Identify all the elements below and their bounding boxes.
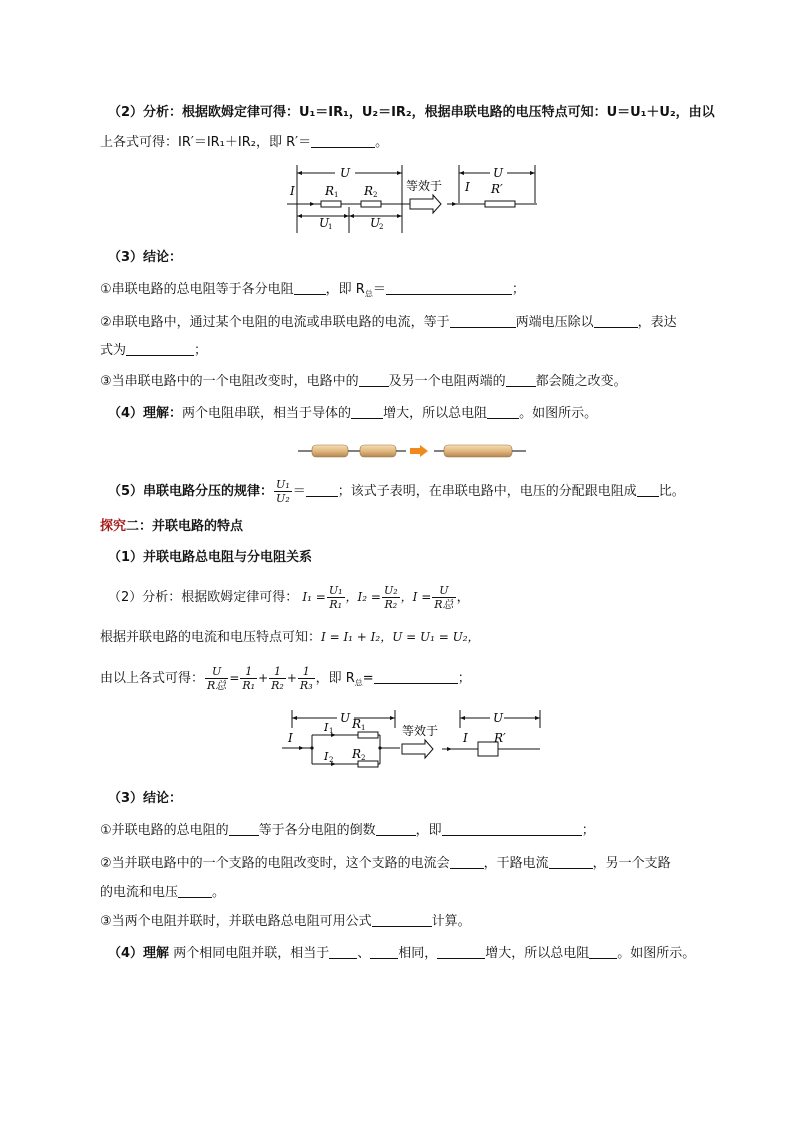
section-2-understanding: （4）理解 两个相同电阻并联，相当于 、 相同， 增大，所以总电阻 。如图所示。 xyxy=(108,946,696,961)
svg-text:2: 2 xyxy=(373,191,378,199)
blank[interactable] xyxy=(594,313,638,328)
blank[interactable] xyxy=(351,404,383,419)
conclusion-1: ①串联电路的总电阻等于各分电阻 ，即 $R_总=$ ； xyxy=(100,282,525,299)
blank[interactable] xyxy=(637,482,659,497)
section-2-conclusion-2: ②当并联电路中的一个支路的电阻改变时，这个支路的电流会 ，干路电流 ，另一个支路 xyxy=(100,856,671,871)
blank[interactable] xyxy=(450,313,516,328)
blank[interactable] xyxy=(506,372,536,387)
section-2-conclusion-3: ③当两个电阻并联时，并联电路总电阻可用公式 计算。 xyxy=(100,914,471,929)
fig-label-R1: R xyxy=(325,184,335,198)
svg-text:I: I xyxy=(324,721,329,734)
section-2-analysis: （2）分析：根据欧姆定律可得： I₁ = $\frac{\text{U₁}}{\text{R₁}}$ ，I₂ = $\frac{\text{U₂}}{\text{R₂}}$ ，I = $\frac{U}{\text{R总}}$ ， xyxy=(108,584,470,611)
svg-text:1: 1 xyxy=(329,727,334,735)
blank[interactable] xyxy=(437,944,485,959)
fig-label-U: U xyxy=(340,166,351,180)
svg-text:2: 2 xyxy=(379,223,384,231)
svg-text:等效于: 等效于 xyxy=(402,724,439,738)
blank[interactable] xyxy=(386,280,512,295)
conclusion-3: ③当串联电路中的一个电阻改变时，电路中的 及另一个电阻两端的 都会随之改变。 xyxy=(100,374,627,389)
blank[interactable] xyxy=(229,821,259,836)
blank[interactable] xyxy=(126,341,194,356)
analysis-line-1: （2）分析：根据欧姆定律可得：U₁＝IR₁，U₂＝IR₂，根据串联电路的电压特点可知：U＝U₁＋U₂，由以 xyxy=(108,105,715,120)
svg-text:I: I xyxy=(463,731,468,745)
blank[interactable] xyxy=(442,821,582,836)
svg-text:R′: R′ xyxy=(494,731,506,745)
blank[interactable] xyxy=(311,133,375,148)
section-2-conclusion-heading: （3）结论： xyxy=(108,791,183,806)
voltage-division-line: （5）串联电路分压的规律： $\frac{\text{U₁}}{\text{U₂}}$ ＝ ；该式子表明，在串联电路中，电压的分配跟电阻成 比。 xyxy=(108,478,685,505)
series-circuit-diagram xyxy=(285,163,545,235)
svg-text:1: 1 xyxy=(334,191,339,199)
resistor-rods-illustration xyxy=(298,440,528,462)
section-2-conclusion-2-cont: 的电流和电压 。 xyxy=(100,885,226,900)
svg-text:2: 2 xyxy=(329,756,334,764)
blank[interactable] xyxy=(294,280,326,295)
svg-text:U: U xyxy=(493,711,504,725)
section-2-item-1: （1）并联电路总电阻与分电阻关系 xyxy=(108,550,313,565)
blank[interactable] xyxy=(487,404,519,419)
fig-label-I: I xyxy=(290,184,295,198)
blank[interactable] xyxy=(549,854,593,869)
blank[interactable] xyxy=(329,944,357,959)
svg-text:2: 2 xyxy=(361,754,366,762)
blank[interactable] xyxy=(306,482,338,497)
blank[interactable] xyxy=(376,821,416,836)
conclusion-2-cont: 式为 ； xyxy=(100,343,208,358)
conclusion-heading: （3）结论： xyxy=(108,250,183,265)
fig-label-R2: R xyxy=(364,184,374,198)
fig-label-Rp: R′ xyxy=(491,182,503,196)
fig-label-U1: U xyxy=(319,216,330,230)
section-2-parallel-rule: 根据并联电路的电流和电压特点可知：I = I₁ + I₂，U = U₁ = U₂， xyxy=(100,630,480,645)
blank[interactable] xyxy=(178,883,212,898)
svg-text:R: R xyxy=(352,717,362,731)
fig-label-U2: U xyxy=(370,216,381,230)
svg-text:U: U xyxy=(340,711,351,725)
blank[interactable] xyxy=(450,854,484,869)
svg-text:R: R xyxy=(352,747,362,761)
parallel-circuit-diagram xyxy=(282,708,544,780)
svg-text:1: 1 xyxy=(361,724,366,732)
voltage-ratio-fraction: $\frac{\text{U₁}}{\text{U₂}}$ xyxy=(276,478,290,505)
svg-text:I: I xyxy=(288,731,293,745)
svg-text:U: U xyxy=(493,166,504,180)
understanding-line: （4）理解：两个电阻串联，相当于导体的 增大，所以总电阻 。如图所示。 xyxy=(108,406,598,421)
fig-label-equiv: 等效于 xyxy=(406,179,443,193)
blank[interactable] xyxy=(359,372,389,387)
svg-text:I: I xyxy=(465,180,470,194)
section-2-heading: 探究二：并联电路的特点 xyxy=(100,519,244,534)
svg-text:I: I xyxy=(324,750,329,763)
section-2-derivation: 由以上各式可得： $\frac{U}{\text{R总}}$ = $\frac{1}{\text{R₁}}$ + $\frac{1}{\text{R₂}}$ + $\frac{1}{\text{R₃}}$ ，即 $R_总=$ ； xyxy=(100,665,471,692)
section-2-conclusion-1: ①并联电路的总电阻的 等于各分电阻的倒数 ，即 ； xyxy=(100,823,595,838)
blank[interactable] xyxy=(589,944,617,959)
svg-text:1: 1 xyxy=(328,223,333,231)
blank[interactable] xyxy=(374,669,458,684)
blank[interactable] xyxy=(372,912,432,927)
conclusion-2: ②串联电路中，通过某个电阻的电流或串联电路的电流，等于 两端电压除以 ，表达 xyxy=(100,315,677,330)
analysis-line-2: 上各式可得：IR′＝IR₁＋IR₂，即 R′＝ 。 xyxy=(100,135,389,150)
blank[interactable] xyxy=(370,944,398,959)
